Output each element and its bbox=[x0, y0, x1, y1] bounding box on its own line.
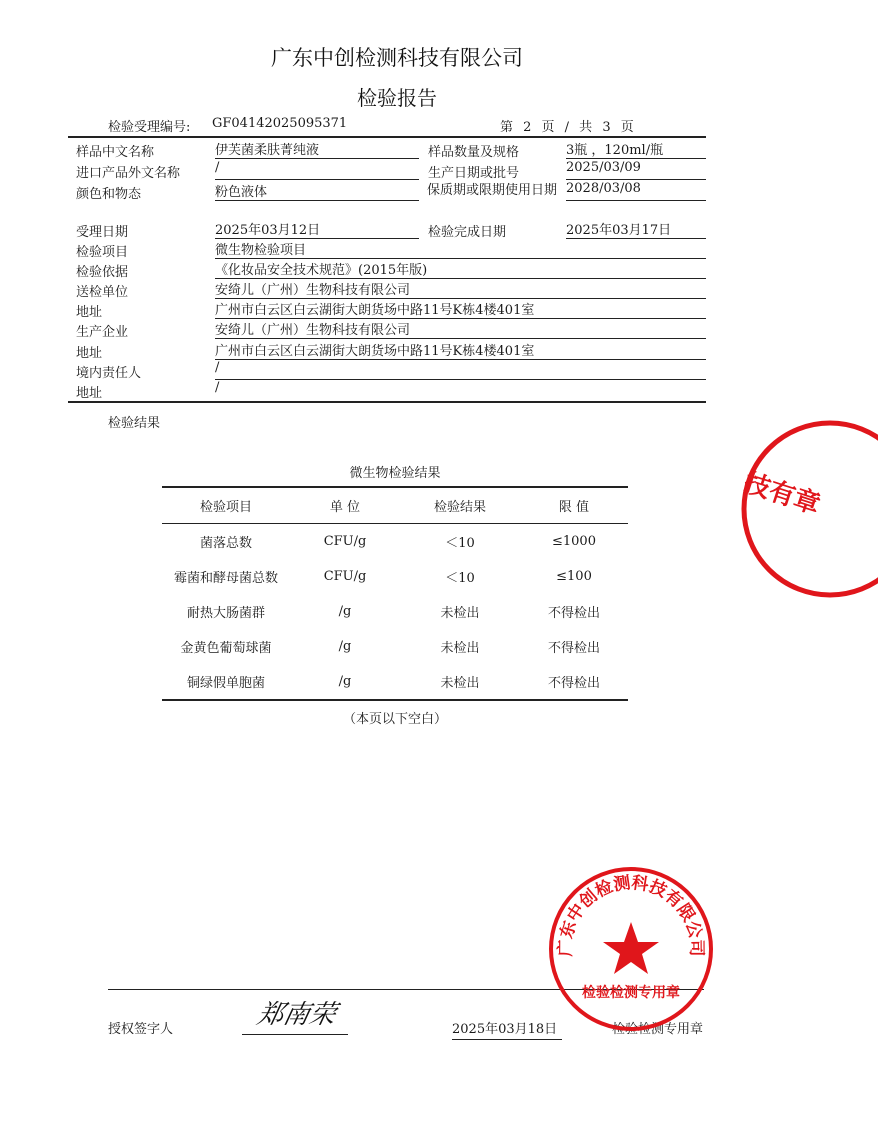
value-submitter-address: 广州市白云区白云湖街大朗货场中路11号K栋4楼401室 bbox=[215, 299, 706, 319]
label-test-basis: 检验依据 bbox=[76, 265, 129, 280]
cell-unit: /g bbox=[290, 664, 400, 700]
label-complete-date: 检验完成日期 bbox=[428, 225, 507, 240]
results-table-caption: 微生物检验结果 bbox=[349, 466, 441, 481]
value-accept-date: 2025年03月12日 bbox=[215, 219, 419, 239]
table-row bbox=[162, 629, 628, 664]
value-color-state: 粉色液体 bbox=[215, 181, 419, 201]
value-prod-date-batch: 2025/03/09 bbox=[566, 160, 706, 180]
signer-label-text: 授权签字人 bbox=[108, 1022, 174, 1037]
stamp-label: 检验检测专用章 bbox=[612, 1022, 704, 1037]
value-complete-date: 2025年03月17日 bbox=[566, 219, 706, 239]
label-expiry: 保质期或限期使用日期 bbox=[426, 183, 557, 198]
page-info: 第 2 页 / 共 3 页 bbox=[500, 120, 634, 135]
value-test-basis: 《化妆品安全技术规范》(2015年版) bbox=[215, 259, 706, 279]
cell-item: 菌落总数 bbox=[199, 536, 252, 551]
header-top-rule bbox=[68, 136, 706, 138]
cell-item: 耐热大肠菌群 bbox=[186, 606, 265, 621]
sign-date: 2025年03月18日 bbox=[452, 1018, 562, 1040]
value-manufacturer-address: 广州市白云区白云湖街大朗货场中路11号K栋4楼401室 bbox=[215, 340, 706, 360]
cell-item: 铜绿假单胞菌 bbox=[162, 664, 290, 700]
blank-note: （本页以下空白） bbox=[342, 712, 447, 727]
signature: 郑南荣 bbox=[254, 1000, 339, 1030]
cell-limit: 不得检出 bbox=[520, 664, 628, 700]
cell-result: 未检出 bbox=[440, 606, 480, 621]
cell-limit: ≤1000 bbox=[552, 534, 596, 549]
table-header-row bbox=[162, 487, 628, 524]
results-section-label: 检验结果 bbox=[108, 416, 161, 431]
company-name: 广东中创检测科技有限公司 bbox=[271, 46, 523, 70]
value-manufacturer: 安绮儿（广州）生物科技有限公司 bbox=[215, 319, 706, 339]
label-sample-cn-name: 样品中文名称 bbox=[76, 145, 155, 160]
table-row bbox=[162, 524, 628, 560]
accept-number: GF04142025095371 bbox=[212, 116, 348, 131]
partial-seal-text: 技有章 bbox=[740, 468, 824, 521]
cell-unit: /g bbox=[338, 639, 352, 654]
value-expiry: 2028/03/08 bbox=[566, 181, 706, 201]
label-submitter: 送检单位 bbox=[76, 285, 129, 300]
label-sample-qty-spec: 样品数量及规格 bbox=[428, 145, 520, 160]
cell-result: ＜10 bbox=[445, 536, 475, 551]
column-header: 单 位 bbox=[290, 487, 400, 524]
label-color-state: 颜色和物态 bbox=[76, 187, 142, 202]
label-domestic-rep-address: 地址 bbox=[76, 386, 103, 401]
star-icon bbox=[603, 922, 659, 974]
report-title: 检验报告 bbox=[357, 86, 437, 110]
partial-seal bbox=[738, 414, 878, 604]
signer-label bbox=[108, 1018, 228, 1037]
cell-unit: CFU/g bbox=[323, 534, 367, 549]
seal-ring-text: 广东中创检测科技有限公司 bbox=[555, 873, 707, 957]
results-table bbox=[162, 486, 628, 701]
value-domestic-rep-address: / bbox=[215, 380, 220, 395]
cell-unit: /g bbox=[338, 604, 352, 619]
label-accept-date: 受理日期 bbox=[76, 225, 129, 240]
cell-result: 未检出 bbox=[400, 664, 520, 700]
cell-item: 霉菌和酵母菌总数 bbox=[173, 571, 278, 586]
cell-unit: CFU/g bbox=[323, 569, 367, 584]
value-import-foreign-name: / bbox=[215, 160, 419, 180]
value-test-items: 微生物检验项目 bbox=[215, 239, 706, 259]
label-submitter-address: 地址 bbox=[76, 305, 103, 320]
cell-limit: 不得检出 bbox=[547, 641, 600, 656]
signature-line bbox=[242, 1034, 348, 1035]
header-bottom-rule bbox=[68, 401, 706, 403]
label-import-foreign-name: 进口产品外文名称 bbox=[76, 166, 181, 181]
cell-limit: 不得检出 bbox=[547, 606, 600, 621]
label-test-items: 检验项目 bbox=[76, 245, 129, 260]
value-sample-cn-name: 伊芙菌柔肤菁纯液 bbox=[215, 139, 419, 159]
cell-limit: ≤100 bbox=[556, 569, 592, 584]
cell-result: 未检出 bbox=[440, 641, 480, 656]
cell-result: ＜10 bbox=[445, 571, 475, 586]
label-prod-date-batch: 生产日期或批号 bbox=[428, 166, 520, 181]
accept-number-label: 检验受理编号: bbox=[108, 120, 191, 135]
column-header: 检验结果 bbox=[400, 487, 520, 524]
seal-bottom-text: 检验检测专用章 bbox=[582, 985, 680, 1001]
column-header: 限 值 bbox=[520, 487, 628, 524]
label-manufacturer-address: 地址 bbox=[76, 346, 103, 361]
value-sample-qty-spec: 3瓶 ，120ml/瓶 bbox=[566, 139, 706, 159]
cell-item: 金黄色葡萄球菌 bbox=[180, 641, 272, 656]
table-row bbox=[162, 559, 628, 594]
table-row bbox=[162, 664, 628, 700]
label-manufacturer: 生产企业 bbox=[76, 325, 129, 340]
label-domestic-rep: 境内责任人 bbox=[76, 366, 142, 381]
official-seal bbox=[548, 866, 714, 1032]
table-row bbox=[162, 594, 628, 629]
column-header: 检验项目 bbox=[162, 487, 290, 524]
value-submitter: 安绮儿（广州）生物科技有限公司 bbox=[215, 279, 706, 299]
value-domestic-rep: / bbox=[215, 360, 706, 380]
